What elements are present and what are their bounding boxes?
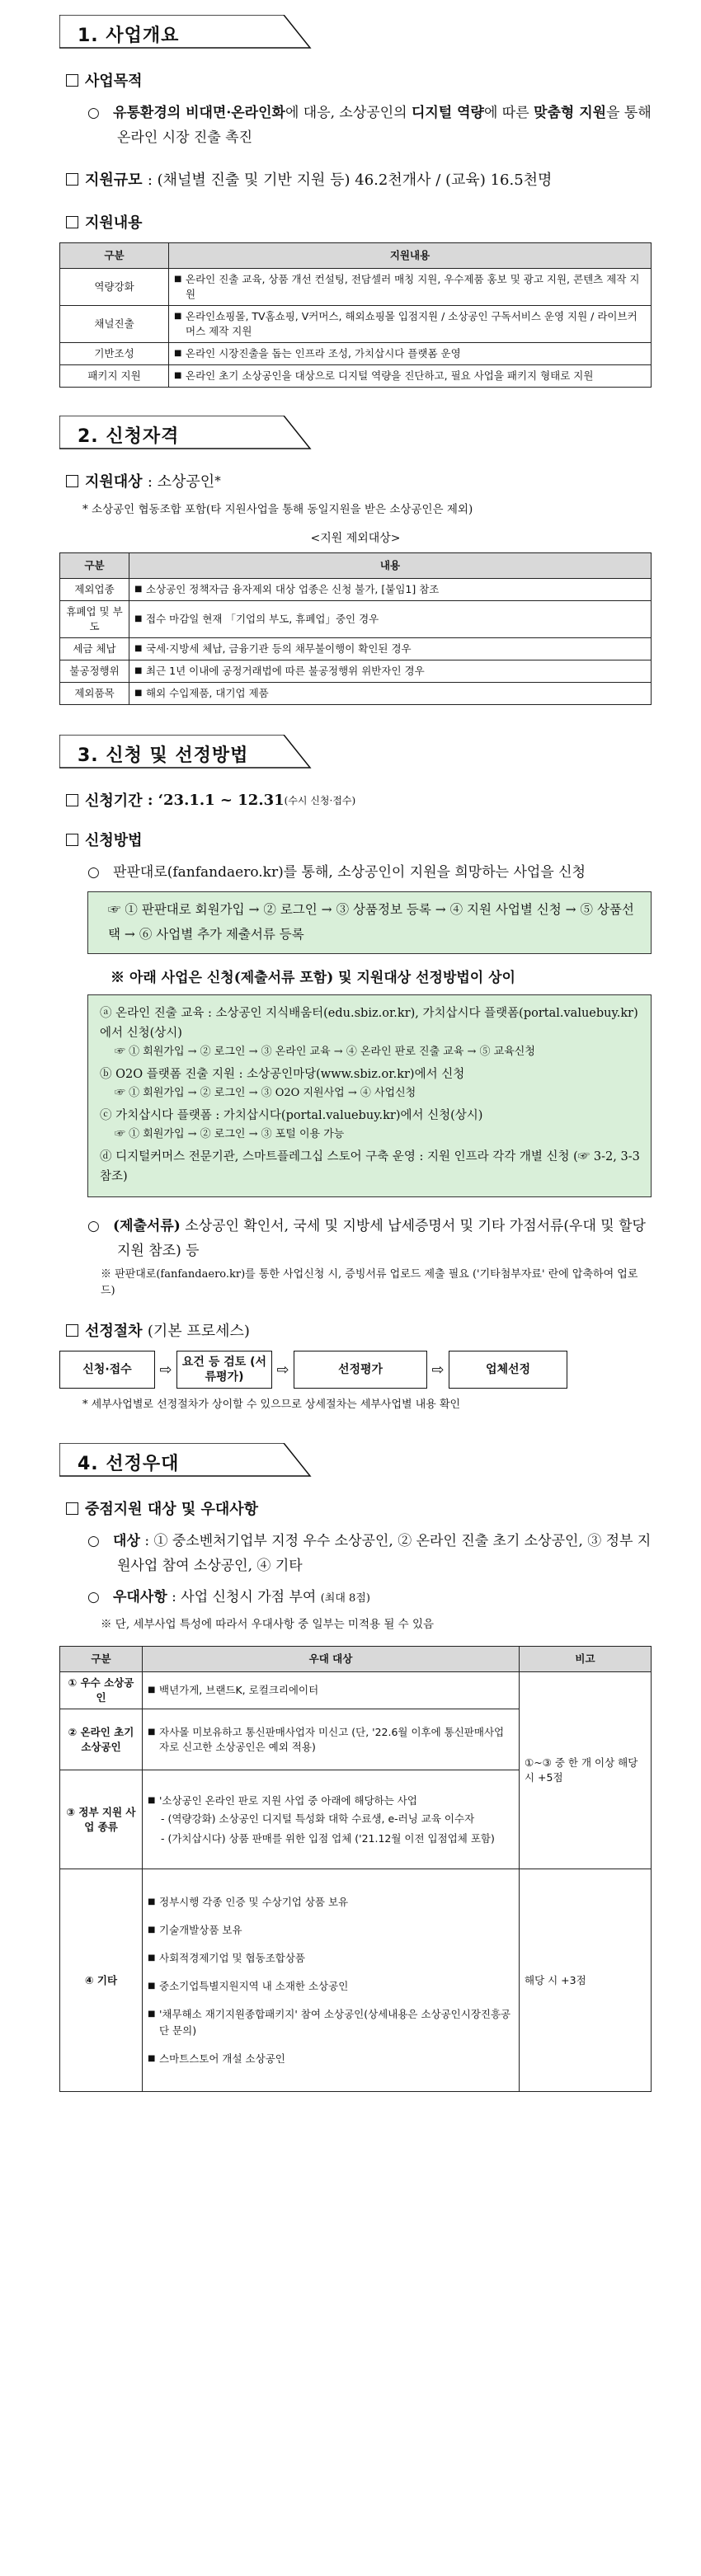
proc-heading: 선정절차 (기본 프로세스)	[66, 1319, 652, 1341]
section-title: 4. 선정우대	[78, 1454, 180, 1474]
table-row: ① 우수 소상공인 ■ 백년가게, 브랜드K, 로컬크리에이터 ①~③ 중 한 개 이상 해당 시 +5점	[60, 1672, 652, 1709]
target-note: * 소상공인 협동조합 포함(타 지원사업을 통해 동일지원을 받은 소상공인은 제외)	[82, 503, 473, 516]
table-row: 패키지 지원 ■ 온라인 초기 소상공인을 대상으로 디지털 역량을 진단하고, 필요 사업을 패키지 형태로 지원	[60, 365, 652, 388]
table-row: 채널진출 ■ 온라인쇼핑몰, TV홈쇼핑, V커머스, 해외쇼핑몰 입점지원 / 소상공인 구독서비스 운영 지원 / 라이브커머스 제작 지원	[60, 306, 652, 343]
exclusion-caption: <지원 제외대상>	[310, 532, 401, 545]
checkbox-square-icon	[66, 1324, 78, 1337]
arrow-right-icon: ⇨	[159, 1361, 172, 1379]
list-item: ⓐ 온라인 진출 교육 : 소상공인 지식배움터(edu.sbiz.or.kr), 가치삽시다 플랫폼(portal.valuebuy.kr)에서 신청(상시) ☞ ① 회원가입 → ② 로그인 → ③ 온라인 교육 → ④ 온라인 판로 진출 교육 → ⑤ 교육신청	[100, 1007, 638, 1058]
purpose-heading: 사업목적	[66, 69, 652, 91]
purpose-text: ○ 유통환경의 비대면·온라인화에 대응, 소상공인의 디지털 역량에 따른 맞춤형 지원을 통해 온라인 시장 진출 촉진	[87, 105, 652, 146]
apply-steps-box: ☞ ① 판판대로 회원가입 → ② 로그인 → ③ 상품정보 등록 → ④ 지원 사업별 신청 → ⑤ 상품선택 → ⑥ 사업별 추가 제출서류 등록	[87, 891, 652, 954]
table-row: ③ 정부 지원 사업 종류 ■ '소상공인 온라인 판로 지원 사업 중 아래에 해당하는 사업 - (역량강화) 소상공인 디지털 특성화 대학 수료생, e-러닝 교육 이수자 - (가치삽시다) 상품 판매를 위한 입점 업체 ('21.12월 이전 입점업체 포함)	[60, 1770, 652, 1869]
priority-heading: 중점지원 대상 및 우대사항	[66, 1497, 652, 1519]
section-title: 2. 신청자격	[78, 426, 180, 447]
docs-note: ※ 판판대로(fanfandaero.kr)를 통한 사업신청 시, 증빙서류 업로드 제출 필요 ('기타첨부자료' 란에 압축하여 업로드)	[101, 1268, 638, 1297]
table-row: ② 온라인 초기 소상공인 ■ 자사몰 미보유하고 통신판매사업자 미신고 (단, '22.6월 이후에 통신판매사업자로 신고한 소상공인은 예외 적용)	[60, 1709, 652, 1770]
table-header: 지원내용	[169, 243, 652, 269]
list-item: ⓑ O2O 플랫폼 진출 지원 : 소상공인마당(www.sbiz.or.kr)에서 신청 ☞ ① 회원가입 → ② 로그인 → ③ O2O 지원사업 → ④ 사업신청	[100, 1068, 465, 1099]
section-3-header	[59, 735, 652, 769]
section-1-header	[59, 15, 652, 49]
section-2-header	[59, 416, 652, 450]
table-row: 역량강화 ■ 온라인 진출 교육, 상품 개선 컨설팅, 전담셀러 매칭 지원, 우수제품 홍보 및 광고 지원, 콘텐츠 제작 지원	[60, 269, 652, 306]
target-heading: 지원대상 : 소상공인 *	[66, 470, 652, 491]
table-row: ④ 기타 ■ 정부시행 각종 인증 및 수상기업 상품 보유 ■ 기술개발상품 보유 ■ 사회적경제기업 및 협동조합상품 ■ 중소기업특별지원지역 내 소재한 소상공인 ■ '채무해소 재기지원종합패키지' 참여 소상공인(상세내용은 소상공인시장진흥공단 문의) ■ 스마트스토어 개설 소상공인 해당 시 +3점	[60, 1869, 652, 2092]
table-header: 구분	[60, 243, 169, 269]
flow-step: 선정평가	[294, 1351, 427, 1389]
checkbox-square-icon	[66, 794, 78, 806]
section-title: 1. 사업개요	[78, 26, 180, 46]
content-heading: 지원내용	[66, 211, 652, 233]
method-heading: 신청방법	[66, 829, 652, 850]
target-text: ○ 대상 : ① 중소벤처기업부 지정 우수 소상공인, ② 온라인 진출 초기 소상공인, ③ 정부 지원사업 참여 소상공인, ④ 기타	[87, 1533, 652, 1574]
flow-step: 요건 등 검토 (서류평가)	[176, 1351, 272, 1389]
table-header: 구분	[60, 1647, 143, 1672]
pref-text: ○ 우대사항 : 사업 신청시 가점 부여 (최대 8점)	[87, 1589, 370, 1605]
scale-value: : (채널별 진출 및 기반 지원 등) 46.2천개사 / (교육) 16.5천명	[147, 172, 553, 189]
table-header: 구분	[60, 553, 129, 579]
table-row: 세금 체납 ■ 국세·지방세 체납, 금융기관 등의 채무불이행이 확인된 경우	[60, 638, 652, 660]
table-header: 우대 대상	[143, 1647, 520, 1672]
section-title: 3. 신청 및 선정방법	[78, 745, 249, 766]
checkbox-square-icon	[66, 216, 78, 228]
table-row: 휴폐업 및 부도 ■ 접수 마감일 현재 「기업의 부도, 휴폐업」중인 경우	[60, 601, 652, 638]
table-header: 내용	[129, 553, 652, 579]
table-row: 제외품목 ■ 해외 수입제품, 대기업 제품	[60, 683, 652, 705]
proc-note: * 세부사업별로 선정절차가 상이할 수 있으므로 상세절차는 세부사업별 내용 확인	[82, 1398, 461, 1411]
table-row: 기반조성 ■ 온라인 시장진출을 돕는 인프라 조성, 가치삽시다 플랫폼 운영	[60, 343, 652, 365]
method-text: ○ 판판대로(fanfandaero.kr)를 통해, 소상공인이 지원을 희망하는 사업을 신청	[87, 864, 586, 881]
table-row: 제외업종 ■ 소상공인 정책자금 융자제외 대상 업종은 신청 불가, [붙임1] 참조	[60, 579, 652, 601]
list-item: ⓓ 디지털커머스 전문기관, 스마트플레그십 스토어 구축 운영 : 지원 인프라 각각 개별 신청 (☞ 3-2, 3-3 참조)	[100, 1150, 640, 1183]
exclusion-table	[59, 552, 652, 705]
table-row: 불공정행위 ■ 최근 1년 이내에 공정거래법에 따른 불공정행위 위반자인 경우	[60, 660, 652, 683]
exception-note: ※ 아래 사업은 신청(제출서류 포함) 및 지원대상 선정방법이 상이	[111, 970, 515, 986]
period-heading: 신청기간 : ‘23.1.1 ~ 12.31 (수시 신청·접수)	[66, 789, 652, 811]
support-content-table	[59, 242, 652, 388]
checkbox-square-icon	[66, 475, 78, 487]
flow-step: 업체선정	[449, 1351, 567, 1389]
checkbox-square-icon	[66, 834, 78, 846]
section-4-header	[59, 1443, 652, 1478]
table-header: 비고	[520, 1647, 652, 1672]
checkbox-square-icon	[66, 1502, 78, 1515]
docs-text: ○ (제출서류) 소상공인 확인서, 국세 및 지방세 납세증명서 및 기타 가점서류(우대 및 할당지원 참조) 등	[87, 1218, 646, 1259]
list-item: ⓒ 가치삽시다 플랫폼 : 가치삽시다(portal.valuebuy.kr)에서 신청(상시) ☞ ① 회원가입 → ② 로그인 → ③ 포털 이용 가능	[100, 1109, 483, 1140]
process-flow	[59, 1351, 652, 1389]
pref-note: ※ 단, 세부사업 특성에 따라서 우대사항 중 일부는 미적용 될 수 있음	[101, 1618, 435, 1631]
flow-step: 신청·접수	[59, 1351, 155, 1389]
checkbox-square-icon	[66, 74, 78, 87]
priority-table	[59, 1646, 652, 2092]
scale-heading: 지원규모 : (채널별 진출 및 기반 지원 등) 46.2천개사 / (교육) 16.5천명	[66, 168, 652, 190]
arrow-right-icon: ⇨	[431, 1361, 445, 1379]
checkbox-square-icon	[66, 173, 78, 186]
exception-items-box	[87, 994, 652, 1197]
arrow-right-icon: ⇨	[276, 1361, 289, 1379]
